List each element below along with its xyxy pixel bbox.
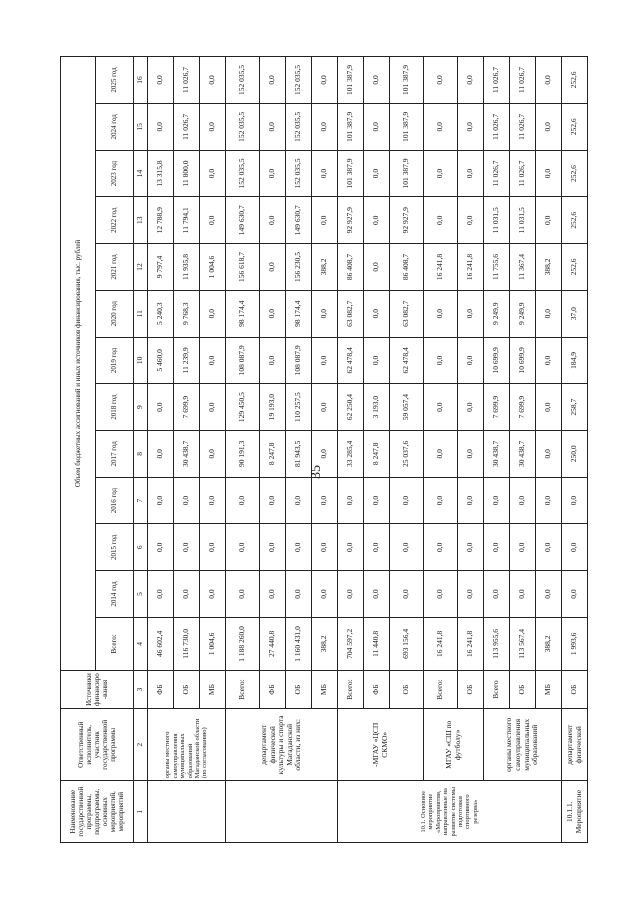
year-value-cell: 11 026,7 bbox=[174, 103, 200, 150]
year-value-cell: 184,9 bbox=[562, 337, 588, 384]
year-value-cell: 0,0 bbox=[536, 571, 562, 618]
year-value-cell: 0,0 bbox=[338, 477, 364, 524]
executor-cell: органы местного самоуправления муниципальных образований bbox=[484, 709, 562, 781]
year-value-cell: 11 935,8 bbox=[174, 244, 200, 291]
source-cell: МБ bbox=[536, 670, 562, 708]
year-value-cell: 101 387,9 bbox=[390, 150, 424, 197]
total-value-cell: 46 602,4 bbox=[148, 617, 174, 670]
year-value-cell: 108 087,9 bbox=[286, 337, 312, 384]
source-cell: ОБ bbox=[562, 670, 588, 708]
column-number-cell: 15 bbox=[134, 103, 148, 150]
year-value-cell: 0,0 bbox=[226, 571, 260, 618]
header-source: Источники финансиро-вания bbox=[61, 670, 134, 708]
total-value-cell: 693 156,4 bbox=[390, 617, 424, 670]
year-value-cell: 12 788,9 bbox=[148, 197, 174, 244]
rotated-table-wrapper bbox=[60, 56, 581, 843]
year-value-cell: 98 174,4 bbox=[286, 290, 312, 337]
year-value-cell: 81 943,5 bbox=[286, 430, 312, 477]
year-value-cell: 0,0 bbox=[312, 384, 338, 431]
year-value-cell: 0,0 bbox=[364, 57, 390, 104]
year-value-cell: 0,0 bbox=[484, 477, 510, 524]
header-name: Наименование государственной программы, подпрограммы, основных мероприятий, мероприятий bbox=[61, 781, 134, 843]
year-value-cell: 0,0 bbox=[364, 244, 390, 291]
year-value-cell: 11 026,7 bbox=[174, 57, 200, 104]
year-value-cell: 0,0 bbox=[458, 290, 484, 337]
year-value-cell: 0,0 bbox=[536, 430, 562, 477]
year-value-cell: 8 247,8 bbox=[260, 430, 286, 477]
year-value-cell: 5 460,0 bbox=[148, 337, 174, 384]
year-value-cell: 11 755,6 bbox=[484, 244, 510, 291]
header-total: Всего: bbox=[96, 617, 134, 670]
year-value-cell: 90 191,3 bbox=[226, 430, 260, 477]
year-value-cell: 0,0 bbox=[424, 103, 458, 150]
column-number-cell: 13 bbox=[134, 197, 148, 244]
year-value-cell: 11 367,4 bbox=[510, 244, 536, 291]
source-cell: МБ bbox=[200, 670, 226, 708]
total-value-cell: 388,2 bbox=[312, 617, 338, 670]
year-value-cell: 0,0 bbox=[226, 477, 260, 524]
year-value-cell: 149 630,7 bbox=[226, 197, 260, 244]
year-value-cell: 0,0 bbox=[364, 197, 390, 244]
year-value-cell: 11 031,5 bbox=[484, 197, 510, 244]
year-value-cell: 0,0 bbox=[312, 524, 338, 571]
year-value-cell: 0,0 bbox=[458, 197, 484, 244]
total-value-cell: 1 004,6 bbox=[200, 617, 226, 670]
year-value-cell: 0,0 bbox=[148, 384, 174, 431]
year-value-cell: 0,0 bbox=[484, 571, 510, 618]
year-value-cell: 1 004,6 bbox=[200, 244, 226, 291]
year-value-cell: 0,0 bbox=[260, 197, 286, 244]
year-value-cell: 0,0 bbox=[364, 524, 390, 571]
year-value-cell: 7 699,9 bbox=[174, 384, 200, 431]
name-cell: 10.1. Основное мероприятие «Мероприятия, направленные на развитие системы подготовки спортивного резерва» bbox=[338, 781, 562, 843]
year-value-cell: 0,0 bbox=[484, 524, 510, 571]
year-value-cell: 0,0 bbox=[536, 290, 562, 337]
year-value-cell: 0,0 bbox=[364, 477, 390, 524]
year-value-cell: 0,0 bbox=[424, 477, 458, 524]
year-value-cell: 252,6 bbox=[562, 244, 588, 291]
year-value-cell: 92 927,9 bbox=[390, 197, 424, 244]
year-value-cell: 0,0 bbox=[312, 430, 338, 477]
year-value-cell: 0,0 bbox=[424, 57, 458, 104]
year-value-cell: 0,0 bbox=[148, 57, 174, 104]
column-number-cell: 7 bbox=[134, 477, 148, 524]
year-value-cell: 11 026,7 bbox=[484, 150, 510, 197]
name-cell bbox=[226, 781, 338, 843]
header-year: 2020 год bbox=[96, 290, 134, 337]
column-number-cell: 8 bbox=[134, 430, 148, 477]
year-value-cell: 152 035,5 bbox=[226, 103, 260, 150]
source-cell: ОБ bbox=[390, 670, 424, 708]
year-value-cell: 0,0 bbox=[364, 571, 390, 618]
year-value-cell: 0,0 bbox=[458, 524, 484, 571]
column-number-cell: 12 bbox=[134, 244, 148, 291]
executor-cell: органы местного самоуправления муниципальных образований Магаданской области (по согласованию) bbox=[148, 709, 226, 781]
column-number-cell: 3 bbox=[134, 670, 148, 708]
year-value-cell: 0,0 bbox=[458, 150, 484, 197]
year-value-cell: 7 699,9 bbox=[510, 384, 536, 431]
year-value-cell: 0,0 bbox=[312, 571, 338, 618]
year-value-cell: 388,2 bbox=[536, 244, 562, 291]
year-value-cell: 0,0 bbox=[200, 57, 226, 104]
year-value-cell: 30 438,7 bbox=[510, 430, 536, 477]
year-value-cell: 9 249,9 bbox=[484, 290, 510, 337]
year-value-cell: 0,0 bbox=[364, 290, 390, 337]
header-volume: Объем бюджетных ассигнований и иных источников финансирования, тыс. рублей bbox=[61, 57, 96, 671]
source-cell: ОБ bbox=[458, 670, 484, 708]
source-cell: ОБ bbox=[286, 670, 312, 708]
year-value-cell: 0,0 bbox=[390, 524, 424, 571]
year-value-cell: 0,0 bbox=[424, 524, 458, 571]
year-value-cell: 0,0 bbox=[200, 524, 226, 571]
year-value-cell: 252,6 bbox=[562, 103, 588, 150]
executor-cell: департамент физической bbox=[562, 709, 588, 781]
year-value-cell: 0,0 bbox=[510, 524, 536, 571]
year-value-cell: 0,0 bbox=[174, 571, 200, 618]
year-value-cell: 0,0 bbox=[364, 150, 390, 197]
year-value-cell: 10 699,9 bbox=[510, 337, 536, 384]
year-value-cell: 0,0 bbox=[312, 290, 338, 337]
year-value-cell: 110 257,5 bbox=[286, 384, 312, 431]
year-value-cell: 0,0 bbox=[200, 384, 226, 431]
year-value-cell: 0,0 bbox=[200, 430, 226, 477]
column-number-cell: 6 bbox=[134, 524, 148, 571]
source-cell: ОБ bbox=[174, 670, 200, 708]
year-value-cell: 0,0 bbox=[148, 430, 174, 477]
year-value-cell: 0,0 bbox=[260, 290, 286, 337]
year-value-cell: 0,0 bbox=[458, 571, 484, 618]
year-value-cell: 0,0 bbox=[200, 571, 226, 618]
year-value-cell: 63 082,7 bbox=[390, 290, 424, 337]
executor-cell: -МГАУ «ЦСП СКМО» bbox=[338, 709, 424, 781]
year-value-cell: 0,0 bbox=[200, 477, 226, 524]
year-value-cell: 0,0 bbox=[312, 150, 338, 197]
year-value-cell: 86 408,7 bbox=[338, 244, 364, 291]
column-number-cell: 10 bbox=[134, 337, 148, 384]
year-value-cell: 156 618,7 bbox=[226, 244, 260, 291]
year-value-cell: 0,0 bbox=[510, 477, 536, 524]
total-value-cell: 116 730,0 bbox=[174, 617, 200, 670]
source-cell: ФБ bbox=[260, 670, 286, 708]
year-value-cell: 0,0 bbox=[510, 571, 536, 618]
year-value-cell: 152 035,5 bbox=[226, 57, 260, 104]
executor-cell: департамент физической культуры и спорта Магаданской области, из них: bbox=[226, 709, 338, 781]
year-value-cell: 0,0 bbox=[364, 337, 390, 384]
year-value-cell: 11 031,5 bbox=[510, 197, 536, 244]
year-value-cell: 252,6 bbox=[562, 150, 588, 197]
year-value-cell: 0,0 bbox=[286, 524, 312, 571]
year-value-cell: 108 087,9 bbox=[226, 337, 260, 384]
column-number-cell: 1 bbox=[134, 781, 148, 843]
header-year: 2022 год bbox=[96, 197, 134, 244]
year-value-cell: 0,0 bbox=[424, 197, 458, 244]
year-value-cell: 0,0 bbox=[458, 384, 484, 431]
year-value-cell: 59 057,4 bbox=[390, 384, 424, 431]
year-value-cell: 86 408,7 bbox=[390, 244, 424, 291]
total-value-cell: 1 188 260,0 bbox=[226, 617, 260, 670]
year-value-cell: 19 193,0 bbox=[260, 384, 286, 431]
total-value-cell: 1 993,6 bbox=[562, 617, 588, 670]
header-year: 2023 год bbox=[96, 150, 134, 197]
year-value-cell: 0,0 bbox=[536, 477, 562, 524]
source-cell: Всего bbox=[484, 670, 510, 708]
column-number-cell: 14 bbox=[134, 150, 148, 197]
year-value-cell: 0,0 bbox=[312, 57, 338, 104]
year-value-cell: 62 478,4 bbox=[338, 337, 364, 384]
name-cell: 10.1.1. Мероприятие bbox=[562, 781, 588, 843]
year-value-cell: 0,0 bbox=[174, 477, 200, 524]
year-value-cell: 0,0 bbox=[424, 430, 458, 477]
year-value-cell: 0,0 bbox=[536, 57, 562, 104]
total-value-cell: 16 241,8 bbox=[424, 617, 458, 670]
total-value-cell: 113 955,6 bbox=[484, 617, 510, 670]
year-value-cell: 62 478,4 bbox=[390, 337, 424, 384]
year-value-cell: 0,0 bbox=[260, 524, 286, 571]
year-value-cell: 13 315,8 bbox=[148, 150, 174, 197]
year-value-cell: 0,0 bbox=[200, 290, 226, 337]
column-number-cell: 5 bbox=[134, 571, 148, 618]
year-value-cell: 0,0 bbox=[364, 103, 390, 150]
year-value-cell: 11 026,7 bbox=[484, 103, 510, 150]
year-value-cell: 7 699,9 bbox=[484, 384, 510, 431]
year-value-cell: 0,0 bbox=[536, 384, 562, 431]
year-value-cell: 62 250,4 bbox=[338, 384, 364, 431]
header-year: 2021 год bbox=[96, 244, 134, 291]
source-cell: ФБ bbox=[364, 670, 390, 708]
year-value-cell: 0,0 bbox=[226, 524, 260, 571]
column-number-cell: 16 bbox=[134, 57, 148, 104]
column-number-cell: 2 bbox=[134, 709, 148, 781]
year-value-cell: 0,0 bbox=[286, 477, 312, 524]
year-value-cell: 0,0 bbox=[260, 150, 286, 197]
year-value-cell: 9 768,3 bbox=[174, 290, 200, 337]
source-cell: Всего: bbox=[424, 670, 458, 708]
year-value-cell: 0,0 bbox=[458, 430, 484, 477]
year-value-cell: 101 387,9 bbox=[390, 57, 424, 104]
year-value-cell: 0,0 bbox=[286, 571, 312, 618]
year-value-cell: 101 387,9 bbox=[390, 103, 424, 150]
year-value-cell: 3 193,0 bbox=[364, 384, 390, 431]
header-year: 2025 год bbox=[96, 57, 134, 104]
year-value-cell: 0,0 bbox=[562, 524, 588, 571]
total-value-cell: 704 597,2 bbox=[338, 617, 364, 670]
year-value-cell: 0,0 bbox=[390, 571, 424, 618]
year-value-cell: 37,0 bbox=[562, 290, 588, 337]
column-number-cell: 4 bbox=[134, 617, 148, 670]
year-value-cell: 11 026,7 bbox=[510, 103, 536, 150]
year-value-cell: 0,0 bbox=[536, 150, 562, 197]
year-value-cell: 101 387,9 bbox=[338, 103, 364, 150]
header-year: 2024 год bbox=[96, 103, 134, 150]
year-value-cell: 0,0 bbox=[458, 103, 484, 150]
total-value-cell: 1 160 431,0 bbox=[286, 617, 312, 670]
total-value-cell: 16 241,8 bbox=[458, 617, 484, 670]
executor-cell: МГАУ «СШ по футболу» bbox=[424, 709, 484, 781]
year-value-cell: 0,0 bbox=[458, 477, 484, 524]
year-value-cell: 0,0 bbox=[458, 337, 484, 384]
year-value-cell: 0,0 bbox=[260, 337, 286, 384]
year-value-cell: 30 438,7 bbox=[484, 430, 510, 477]
year-value-cell: 0,0 bbox=[200, 197, 226, 244]
year-value-cell: 388,2 bbox=[312, 244, 338, 291]
year-value-cell: 101 387,9 bbox=[338, 57, 364, 104]
header-year: 2017 год bbox=[96, 430, 134, 477]
year-value-cell: 9 249,9 bbox=[510, 290, 536, 337]
year-value-cell: 0,0 bbox=[536, 337, 562, 384]
year-value-cell: 92 927,9 bbox=[338, 197, 364, 244]
year-value-cell: 152 035,5 bbox=[226, 150, 260, 197]
year-value-cell: 258,7 bbox=[562, 384, 588, 431]
year-value-cell: 0,0 bbox=[200, 103, 226, 150]
total-value-cell: 113 567,4 bbox=[510, 617, 536, 670]
year-value-cell: 63 082,7 bbox=[338, 290, 364, 337]
year-value-cell: 252,6 bbox=[562, 197, 588, 244]
year-value-cell: 11 239,9 bbox=[174, 337, 200, 384]
year-value-cell: 0,0 bbox=[312, 337, 338, 384]
year-value-cell: 0,0 bbox=[260, 571, 286, 618]
year-value-cell: 0,0 bbox=[424, 150, 458, 197]
name-cell bbox=[148, 781, 226, 843]
year-value-cell: 11 794,1 bbox=[174, 197, 200, 244]
year-value-cell: 98 174,4 bbox=[226, 290, 260, 337]
year-value-cell: 149 630,7 bbox=[286, 197, 312, 244]
year-value-cell: 16 241,8 bbox=[424, 244, 458, 291]
year-value-cell: 0,0 bbox=[200, 337, 226, 384]
year-value-cell: 0,0 bbox=[338, 524, 364, 571]
source-cell: МБ bbox=[312, 670, 338, 708]
year-value-cell: 11 026,7 bbox=[510, 57, 536, 104]
year-value-cell: 0,0 bbox=[458, 57, 484, 104]
year-value-cell: 30 438,7 bbox=[174, 430, 200, 477]
year-value-cell: 11 800,0 bbox=[174, 150, 200, 197]
total-value-cell: 27 440,8 bbox=[260, 617, 286, 670]
year-value-cell: 152 035,5 bbox=[286, 57, 312, 104]
year-value-cell: 252,6 bbox=[562, 57, 588, 104]
year-value-cell: 33 285,4 bbox=[338, 430, 364, 477]
year-value-cell: 11 026,7 bbox=[510, 150, 536, 197]
financing-table bbox=[60, 56, 588, 843]
year-value-cell: 0,0 bbox=[148, 524, 174, 571]
year-value-cell: 0,0 bbox=[424, 290, 458, 337]
total-value-cell: 11 440,8 bbox=[364, 617, 390, 670]
source-cell: Всего: bbox=[338, 670, 364, 708]
year-value-cell: 0,0 bbox=[148, 477, 174, 524]
year-value-cell: 0,0 bbox=[312, 103, 338, 150]
year-value-cell: 0,0 bbox=[174, 524, 200, 571]
year-value-cell: 0,0 bbox=[312, 197, 338, 244]
year-value-cell: 0,0 bbox=[536, 524, 562, 571]
year-value-cell: 0,0 bbox=[536, 103, 562, 150]
year-value-cell: 0,0 bbox=[424, 571, 458, 618]
year-value-cell: 0,0 bbox=[562, 477, 588, 524]
header-year: 2014 год bbox=[96, 571, 134, 618]
year-value-cell: 25 037,6 bbox=[390, 430, 424, 477]
year-value-cell: 8 247,8 bbox=[364, 430, 390, 477]
year-value-cell: 0,0 bbox=[260, 477, 286, 524]
header-executor: Ответственный исполнитель, участник государственной программы bbox=[61, 709, 134, 781]
year-value-cell: 129 450,5 bbox=[226, 384, 260, 431]
year-value-cell: 0,0 bbox=[312, 477, 338, 524]
column-number-cell: 11 bbox=[134, 290, 148, 337]
header-year: 2016 год bbox=[96, 477, 134, 524]
year-value-cell: 152 035,5 bbox=[286, 150, 312, 197]
source-cell: Всего: bbox=[226, 670, 260, 708]
year-value-cell: 0,0 bbox=[562, 571, 588, 618]
page-number: 35 bbox=[309, 465, 324, 479]
year-value-cell: 0,0 bbox=[260, 244, 286, 291]
year-value-cell: 5 240,3 bbox=[148, 290, 174, 337]
year-value-cell: 0,0 bbox=[424, 384, 458, 431]
header-year: 2019 год bbox=[96, 337, 134, 384]
year-value-cell: 0,0 bbox=[200, 150, 226, 197]
year-value-cell: 152 035,5 bbox=[286, 103, 312, 150]
year-value-cell: 0,0 bbox=[536, 197, 562, 244]
year-value-cell: 0,0 bbox=[148, 103, 174, 150]
source-cell: ОБ bbox=[510, 670, 536, 708]
header-year: 2018 год bbox=[96, 384, 134, 431]
year-value-cell: 0,0 bbox=[424, 337, 458, 384]
year-value-cell: 0,0 bbox=[390, 477, 424, 524]
year-value-cell: 0,0 bbox=[338, 571, 364, 618]
year-value-cell: 11 026,7 bbox=[484, 57, 510, 104]
year-value-cell: 0,0 bbox=[260, 103, 286, 150]
year-value-cell: 10 699,9 bbox=[484, 337, 510, 384]
year-value-cell: 250,0 bbox=[562, 430, 588, 477]
year-value-cell: 156 230,5 bbox=[286, 244, 312, 291]
year-value-cell: 16 241,8 bbox=[458, 244, 484, 291]
source-cell: ФБ bbox=[148, 670, 174, 708]
header-year: 2015 год bbox=[96, 524, 134, 571]
year-value-cell: 101 387,9 bbox=[338, 150, 364, 197]
year-value-cell: 0,0 bbox=[148, 571, 174, 618]
column-number-cell: 9 bbox=[134, 384, 148, 431]
year-value-cell: 0,0 bbox=[260, 57, 286, 104]
total-value-cell: 388,2 bbox=[536, 617, 562, 670]
year-value-cell: 9 797,4 bbox=[148, 244, 174, 291]
